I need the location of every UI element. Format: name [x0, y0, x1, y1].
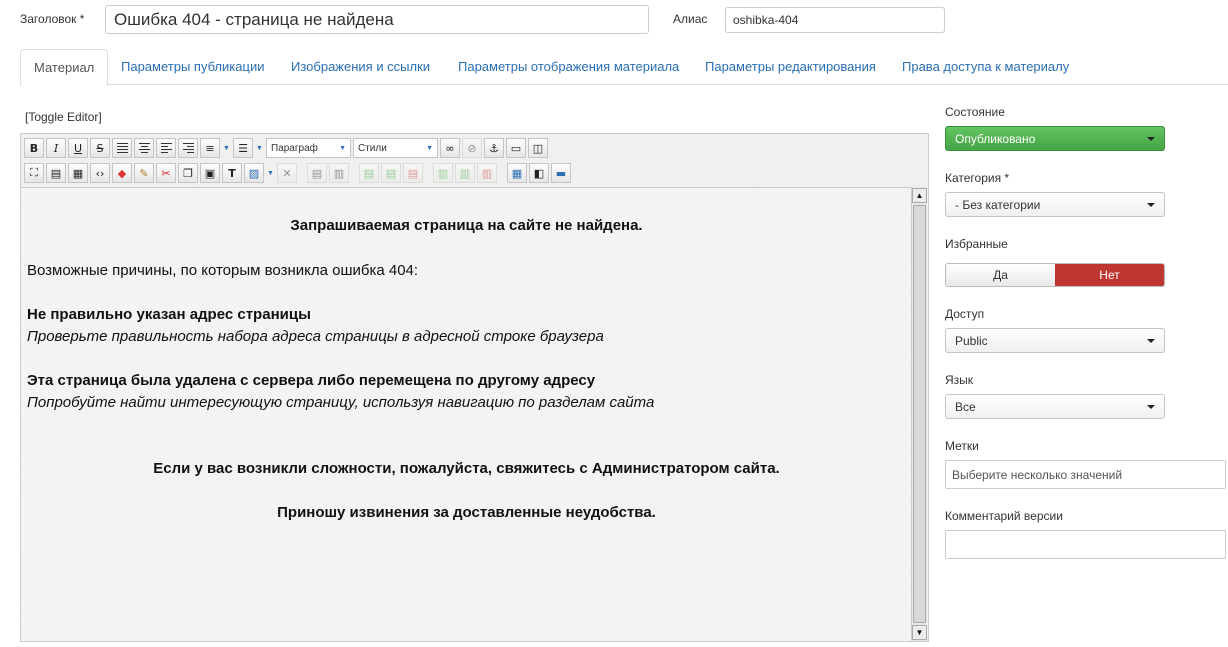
caret-down-icon: [1147, 203, 1155, 207]
eraser-button[interactable]: [112, 163, 132, 183]
unlink-button[interactable]: [462, 138, 482, 158]
content-contact: Если у вас возникли сложности, пожалуйста, свяжитесь с Администратором сайта.: [153, 460, 780, 477]
link-icon: ∞: [445, 141, 455, 155]
tab-permissions[interactable]: Права доступа к материалу: [902, 59, 1070, 74]
insert-row-after-button[interactable]: [381, 163, 401, 183]
table-row-props-button[interactable]: [307, 163, 327, 183]
language-value: Все: [955, 399, 976, 414]
content-reason2-title: Эта страница была удалена с сервера либо перемещена по другому адресу: [27, 372, 596, 389]
insert-layer-button[interactable]: [529, 163, 549, 183]
eraser-icon: ◆: [117, 166, 127, 180]
title-input[interactable]: [105, 5, 649, 34]
content-reason1-text: Проверьте правильность набора адреса страницы в адресной строке браузера: [27, 328, 604, 345]
table-cell-icon: ▥: [333, 166, 345, 180]
row-before-icon: ▤: [363, 166, 375, 180]
unlink-icon: ⊘: [467, 141, 477, 155]
broom-icon: ✎: [139, 166, 149, 180]
scroll-thumb[interactable]: [913, 205, 926, 623]
toggle-editor-link[interactable]: [Toggle Editor]: [25, 110, 102, 124]
featured-no-button[interactable]: Нет: [1055, 264, 1164, 286]
language-select[interactable]: [945, 394, 1165, 419]
col-before-icon: ▥: [437, 166, 449, 180]
delete-row-button[interactable]: [403, 163, 423, 183]
caret-down-icon: [1147, 339, 1155, 343]
anchor-icon: ⚓: [489, 141, 499, 155]
clipboard-icon: ▣: [204, 166, 216, 180]
bullet-list-dropdown-icon[interactable]: ▼: [256, 144, 263, 152]
insert-image-dropdown-icon[interactable]: ▼: [267, 169, 274, 177]
anchor-button[interactable]: [484, 138, 504, 158]
ordered-list-button[interactable]: [200, 138, 220, 158]
delete-button[interactable]: [277, 163, 297, 183]
copy-button[interactable]: [178, 163, 198, 183]
format-select[interactable]: [266, 138, 351, 158]
title-label: Заголовок *: [20, 12, 85, 26]
image-icon: ▨: [248, 166, 260, 180]
row-after-icon: ▤: [385, 166, 397, 180]
insert-col-after-button[interactable]: [455, 163, 475, 183]
category-value: - Без категории: [955, 197, 1041, 212]
ordered-list-dropdown-icon[interactable]: ▼: [223, 144, 230, 152]
horizontal-rule-icon: ▭: [510, 141, 522, 155]
scroll-down-icon[interactable]: ▼: [912, 625, 927, 640]
content-reason1-title: Не правильно указан адрес страницы: [27, 306, 311, 323]
category-select[interactable]: [945, 192, 1165, 217]
format-select-value: Параграф: [271, 142, 318, 154]
insert-row-before-button[interactable]: [359, 163, 379, 183]
scroll-up-icon[interactable]: ▲: [912, 188, 927, 203]
media-icon: ▬: [555, 166, 567, 180]
tab-bar: [20, 49, 1228, 85]
paste-plain-icon: T: [228, 166, 236, 180]
alias-input[interactable]: [725, 7, 945, 33]
caret-down-icon: [1147, 405, 1155, 409]
tags-input[interactable]: [945, 460, 1226, 489]
horizontal-rule-button[interactable]: [506, 138, 526, 158]
featured-toggle: [945, 263, 1165, 287]
content-heading: Запрашиваемая страница на сайте не найдена.: [290, 217, 643, 234]
cleanup-button[interactable]: [134, 163, 154, 183]
paste-text-icon: ▤: [50, 166, 62, 180]
copy-icon: ❐: [183, 166, 193, 180]
styles-select-value: Стили: [358, 142, 387, 154]
insert-image-button[interactable]: [244, 163, 264, 183]
col-after-icon: ▥: [459, 166, 471, 180]
tab-images-links[interactable]: Изображения и ссылки: [291, 59, 431, 74]
access-value: Public: [955, 333, 988, 348]
strikethrough-button[interactable]: S: [90, 138, 110, 158]
align-center-button[interactable]: [134, 138, 154, 158]
editor-content-area[interactable]: [21, 187, 912, 641]
state-value: Опубликовано: [955, 131, 1036, 146]
content-apology: Приношу извинения за доставленные неудобства.: [277, 504, 656, 521]
ordered-list-icon: ≡: [205, 141, 215, 155]
featured-yes-button[interactable]: Да: [946, 264, 1055, 286]
paste-button[interactable]: [200, 163, 220, 183]
chevron-down-icon: ▼: [426, 144, 433, 152]
content-reason2-text: Попробуйте найти интересующую страницу, используя навигацию по разделам сайта: [27, 394, 655, 411]
align-justify-icon: [117, 143, 128, 153]
paste-plain-button[interactable]: [222, 163, 242, 183]
editor-scrollbar[interactable]: [911, 187, 927, 641]
bullet-list-icon: ☰: [238, 141, 248, 155]
delete-icon: ✕: [282, 166, 292, 180]
align-right-icon: [183, 143, 194, 153]
delete-col-icon: ▥: [481, 166, 493, 180]
tab-material[interactable]: Материал: [20, 49, 108, 86]
featured-label: Избранные: [945, 237, 1008, 251]
page-break-button[interactable]: [528, 138, 548, 158]
insert-col-before-button[interactable]: [433, 163, 453, 183]
source-code-icon: ‹›: [95, 166, 105, 180]
alias-label: Алиас: [673, 12, 708, 26]
category-label: Категория *: [945, 171, 1010, 185]
editor-toolbar-row-2: [24, 162, 571, 184]
align-right-button[interactable]: [178, 138, 198, 158]
underline-button[interactable]: U: [68, 138, 88, 158]
insert-table-button[interactable]: [507, 163, 527, 183]
bold-button[interactable]: B: [24, 138, 44, 158]
delete-row-icon: ▤: [407, 166, 419, 180]
fullscreen-button[interactable]: [24, 163, 44, 183]
source-code-button[interactable]: [90, 163, 110, 183]
paste-word-icon: ▦: [72, 166, 84, 180]
delete-col-button[interactable]: [477, 163, 497, 183]
editor-toolbar-row-1: [24, 137, 548, 159]
table-row-icon: ▤: [311, 166, 323, 180]
link-button[interactable]: [440, 138, 460, 158]
cut-button[interactable]: [156, 163, 176, 183]
paste-text-button[interactable]: [46, 163, 66, 183]
paste-word-button[interactable]: [68, 163, 88, 183]
page-break-icon: ◫: [532, 141, 544, 155]
caret-down-icon: [1147, 137, 1155, 141]
scissors-icon: ✂: [161, 166, 171, 180]
rich-text-editor: [20, 133, 929, 642]
bullet-list-button[interactable]: [233, 138, 253, 158]
align-left-button[interactable]: [156, 138, 176, 158]
insert-media-button[interactable]: [551, 163, 571, 183]
align-center-icon: [139, 143, 150, 153]
fullscreen-icon: ⛶: [30, 166, 38, 179]
tab-display-options[interactable]: Параметры отображения материала: [458, 59, 680, 74]
access-label: Доступ: [945, 307, 985, 321]
align-justify-button[interactable]: [112, 138, 132, 158]
table-icon: ▦: [511, 166, 523, 180]
layer-icon: ◧: [533, 166, 545, 180]
language-label: Язык: [945, 373, 974, 387]
version-note-label: Комментарий версии: [945, 509, 1063, 523]
tab-publishing[interactable]: Параметры публикации: [121, 59, 265, 74]
state-label: Состояние: [945, 105, 1005, 119]
content-intro: Возможные причины, по которым возникла ошибка 404:: [27, 262, 419, 279]
chevron-down-icon: ▼: [339, 144, 346, 152]
version-note-input[interactable]: [945, 530, 1226, 559]
italic-button[interactable]: I: [46, 138, 66, 158]
tags-placeholder: Выберите несколько значений: [952, 467, 1123, 482]
tab-editing-options[interactable]: Параметры редактирования: [705, 59, 876, 74]
access-select[interactable]: [945, 328, 1165, 353]
align-left-icon: [161, 143, 172, 153]
tags-label: Метки: [945, 439, 979, 453]
state-select[interactable]: [945, 126, 1165, 151]
table-cell-props-button[interactable]: [329, 163, 349, 183]
styles-select[interactable]: [353, 138, 438, 158]
